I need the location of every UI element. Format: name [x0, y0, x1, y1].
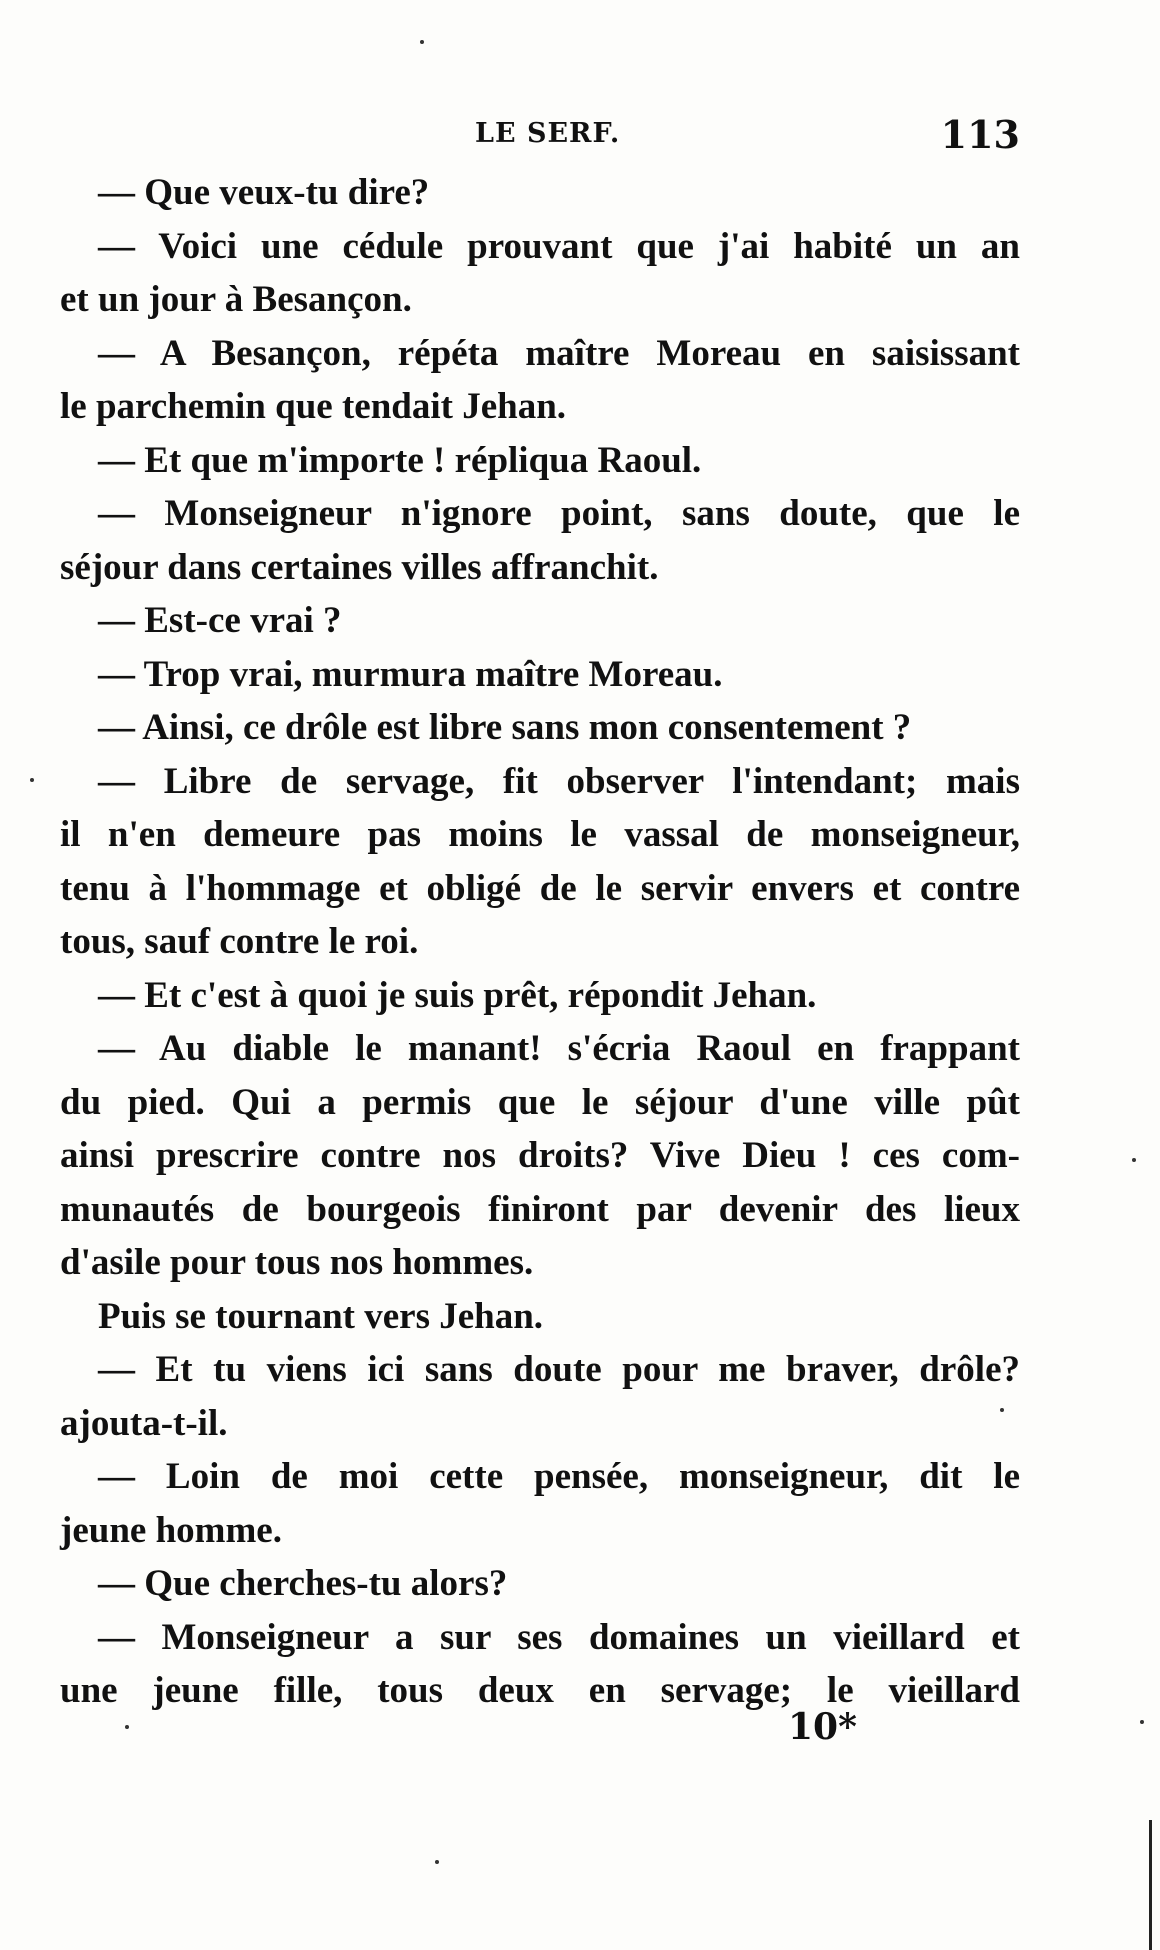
text-line: — Loin de moi cette pensée, monseigneur, dit le: [98, 1456, 1020, 1497]
text-line: — Et que m'importe ! répliqua Raoul.: [98, 439, 702, 481]
text-line: du pied. Qui a permis que le séjour d'une ville pût: [60, 1081, 1020, 1123]
text-line: tous, sauf contre le roi.: [60, 921, 419, 962]
signature-mark: 10*: [788, 1706, 857, 1748]
text-line: le parchemin que tendait Jehan.: [60, 386, 567, 427]
text-line: il n'en demeure pas moins le vassal de monseigneur,: [60, 814, 1020, 855]
text-line: — Et c'est à quoi je suis prêt, répondit Jehan.: [98, 974, 817, 1016]
text-line: — A Besançon, répéta maître Moreau en saisissant: [98, 332, 1020, 374]
paper-speck: [1132, 1158, 1136, 1162]
text-line: — Au diable le manant! s'écria Raoul en frappant: [98, 1028, 1020, 1069]
text-line: d'asile pour tous nos hommes.: [60, 1242, 534, 1283]
paper-speck: [1000, 1408, 1004, 1412]
text-line: ainsi prescrire contre nos droits? Vive Dieu ! ces com-: [60, 1135, 1020, 1176]
paper-speck: [1140, 1720, 1144, 1724]
text-line: — Monseigneur n'ignore point, sans doute, que le: [98, 493, 1020, 534]
running-head: [60, 112, 1020, 160]
paper-speck: [435, 1860, 439, 1864]
text-line: munautés de bourgeois finiront par devenir des lieux: [60, 1188, 1020, 1230]
text-line: tenu à l'hommage et obligé de le servir envers et contre: [60, 867, 1020, 909]
text-line: ajouta-t-il.: [60, 1402, 228, 1444]
text-line: — Est-ce vrai ?: [98, 600, 342, 641]
text-line: — Libre de servage, fit observer l'intendant; mais: [98, 760, 1020, 802]
text-line: Puis se tournant vers Jehan.: [98, 1295, 544, 1337]
text-line: — Voici une cédule prouvant que j'ai habité un an: [98, 225, 1020, 267]
text-line: — Monseigneur a sur ses domaines un vieillard et: [98, 1616, 1020, 1658]
paper-speck: [30, 778, 34, 782]
page-edge-rule: [1149, 1820, 1152, 1950]
page-number: 113: [940, 112, 1020, 157]
paper-speck: [125, 1725, 129, 1729]
text-line: séjour dans certaines villes affranchit.: [60, 546, 659, 588]
text-line: jeune homme.: [60, 1509, 282, 1551]
text-line: et un jour à Besançon.: [60, 279, 412, 320]
text-line: — Que veux-tu dire?: [98, 172, 430, 213]
text-line: — Et tu viens ici sans doute pour me braver, drôle?: [98, 1349, 1020, 1390]
running-head-title: LE SERF.: [475, 118, 621, 149]
text-line: — Ainsi, ce drôle est libre sans mon consentement ?: [98, 707, 912, 748]
text-line: — Que cherches-tu alors?: [98, 1563, 508, 1604]
text-line: une jeune fille, tous deux en servage; le vieillard: [60, 1670, 1020, 1711]
paper-speck: [420, 40, 424, 44]
body-text: [60, 166, 1020, 1718]
text-line: — Trop vrai, murmura maître Moreau.: [98, 653, 723, 695]
